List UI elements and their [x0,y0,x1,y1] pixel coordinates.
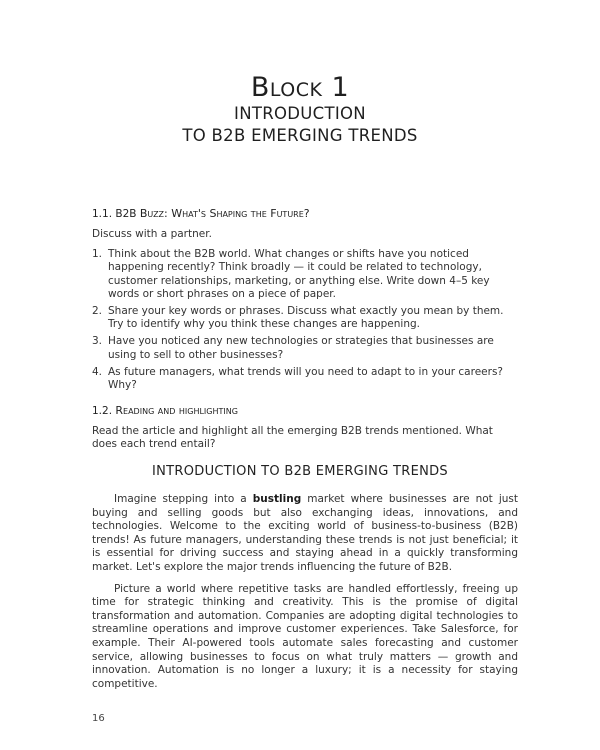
list-item [92,335,518,362]
page-number: 16 [92,713,105,724]
chapter-title [0,103,600,147]
section-2-heading [92,404,238,417]
list-item-text: As future managers, what trends will you need to adapt to in your careers? Why? [108,365,503,392]
list-item-text: Share your key words or phrases. Discuss what exactly you mean by them. Try to identify why you think these changes are happening. [108,304,504,331]
list-item-text: Think about the B2B world. What changes or shifts have you noticed happening recently? Think broadly — it could be related to technology, customer relationships, marketing, or anything else. Write down 4–5 key words or short phrases on a piece of paper. [108,248,490,300]
block-label: Block 1 [250,72,350,103]
list-item [92,366,518,393]
section-1-title: Buzz: What's Shaping the Future? [139,207,310,220]
article-title: INTRODUCTION TO B2B EMERGING TRENDS [152,464,448,479]
list-item-number: 2. [92,304,103,317]
section-1-number: 1.1. B2B [92,208,137,220]
p1-rest: market where businesses are not just buying and selling goods but also exchanging ideas, innovations, and technologies. Welcome to the exciting world of business-to-business (B2B) trends! As future managers, understanding these trends is not just beneficial; it is essential for driving success and staying ahead in a quickly transforming market. Let's explore the major trends influencing the future of B2B. [92,493,519,573]
chapter-title-line-2: TO B2B EMERGING TRENDS [182,126,418,145]
list-item-number: 1. [92,248,103,260]
section-2-instruction: Read the article and highlight all the emerging B2B trends mentioned. What does each trend entail? [92,425,493,451]
article-body [92,493,518,699]
list-item [92,248,518,301]
article-paragraph-1 [92,493,518,575]
list-item [92,305,518,332]
p1-start: Imagine stepping into a [114,493,253,505]
highlighted-word: bustling [252,493,302,505]
list-item-text: Have you noticed any new technologies or strategies that businesses are using to sell to other businesses? [108,335,494,361]
discussion-list [92,248,518,396]
section-2-title: Reading and highlighting [115,404,238,417]
list-item-number: 4. [92,365,103,378]
section-1-heading [92,207,310,220]
chapter-title-line-1: INTRODUCTION [234,104,366,123]
list-item-number: 3. [92,335,103,348]
section-1-instruction: Discuss with a partner. [92,228,212,240]
article-paragraph-2: Picture a world where repetitive tasks are handled effortlessly, freeing up time for strategic thinking and creativity. This is the promise of digital transformation and automation. Companies are adopting digital technologies to streamline operations and improve customer experiences. Take Salesforce, for example. Their AI-powered tools automate sales forecasting and customer service, allowing businesses to focus on what truly matters — growth and innovation. Automation is no longer a luxury; it is a necessity for staying competitive. [92,582,518,690]
section-2-number: 1.2. [92,405,113,417]
